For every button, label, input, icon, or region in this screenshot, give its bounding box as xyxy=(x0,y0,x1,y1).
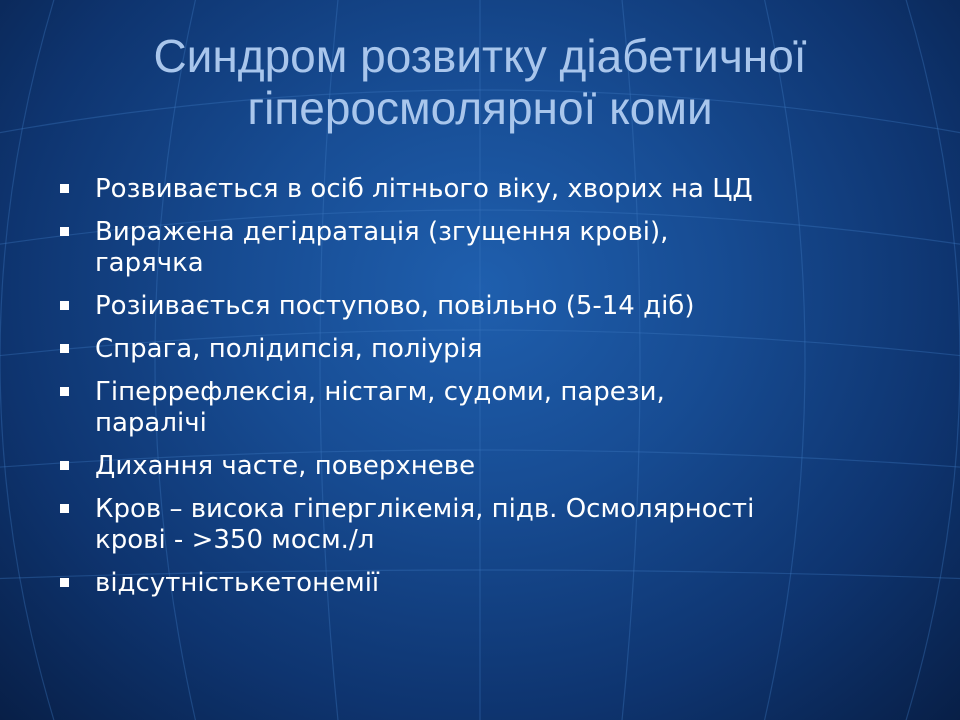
bullet-text: Кров – висока гіперглікемія, підв. Осмолярності xyxy=(95,494,755,524)
slide-title xyxy=(40,30,920,134)
square-bullet-icon xyxy=(60,184,69,193)
slide-title-line-1: Синдром розвитку діабетичної xyxy=(153,30,807,82)
square-bullet-icon xyxy=(60,301,69,310)
bullet-item xyxy=(58,291,918,322)
bullet-text: Гіперрефлексія, ністагм, судоми, парези, xyxy=(95,377,665,407)
square-bullet-icon xyxy=(60,227,69,236)
square-bullet-icon xyxy=(60,344,69,353)
bullet-item xyxy=(58,334,918,365)
bullet-item xyxy=(58,451,918,482)
bullet-text: Виражена дегідратація (згущення крові), xyxy=(95,217,669,247)
bullet-list xyxy=(58,174,918,611)
bullet-text-continued: крові - >350 мосм./л xyxy=(95,525,375,555)
bullet-item xyxy=(58,494,918,556)
square-bullet-icon xyxy=(60,578,69,587)
bullet-text: Спрага, полідипсія, поліурія xyxy=(95,334,483,364)
bullet-text: Дихання часте, поверхневе xyxy=(95,451,476,481)
bullet-item xyxy=(58,377,918,439)
square-bullet-icon xyxy=(60,504,69,513)
bullet-text-continued: гарячка xyxy=(95,248,204,278)
square-bullet-icon xyxy=(60,461,69,470)
slide-title-line-2: гіперосмолярної коми xyxy=(247,82,713,134)
bullet-text-continued: паралічі xyxy=(95,408,207,438)
bullet-item xyxy=(58,217,918,279)
bullet-text: Розіивається поступово, повільно (5-14 діб) xyxy=(95,291,695,321)
bullet-item xyxy=(58,174,918,205)
bullet-item xyxy=(58,568,918,599)
bullet-text: Розвивається в осіб літнього віку, хворих на ЦД xyxy=(95,174,753,204)
square-bullet-icon xyxy=(60,387,69,396)
bullet-text: відсутністькетонемії xyxy=(95,568,380,598)
